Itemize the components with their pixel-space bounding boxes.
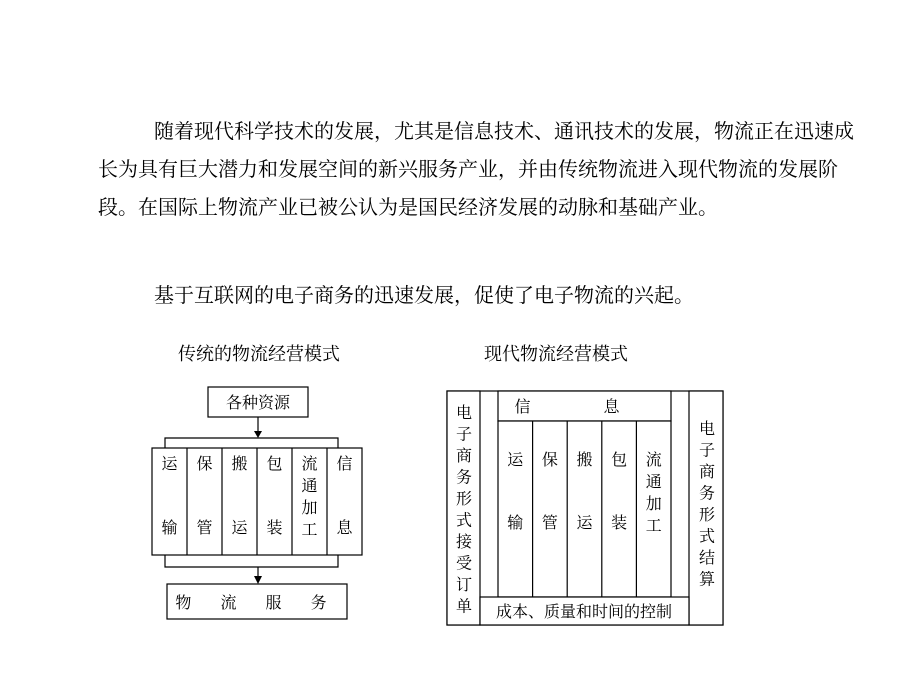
service-arrowhead: [254, 576, 262, 584]
modern-activity-label-top: 包: [611, 450, 628, 469]
traditional-activity-label-top: 保: [196, 454, 213, 473]
traditional-model-diagram: [152, 387, 362, 619]
modern-activity-label-top: 搬: [576, 450, 593, 469]
modern-model-title: 现代物流经营模式: [484, 344, 628, 365]
distribution-bracket: [165, 438, 338, 448]
settlement-column-label: 电子商务形式结算: [698, 419, 716, 589]
traditional-activity-label-top: 包: [266, 454, 283, 473]
order-column-label: 电子商务形式接受订单: [455, 403, 473, 616]
intro-paragraph: 随着现代科学技术的发展，尤其是信息技术、通讯技术的发展，物流正在迅速成长为具有巨大潜力和发展空间的新兴服务产业，并由传统物流进入现代物流的发展阶段。在国际上物流产业已被公认为是国民经济发展的动脉和基础产业。: [98, 119, 854, 219]
resources-arrowhead: [254, 431, 262, 438]
traditional-activity-label-bottom: 息: [336, 518, 353, 537]
modern-activity-label-bottom: 装: [611, 513, 628, 532]
traditional-activity-label-bottom: 管: [196, 518, 213, 537]
control-label: 成本、质量和时间的控制: [495, 602, 673, 621]
modern-activity-label-top: 流通加工: [645, 450, 662, 535]
modern-activity-label-bottom: 输: [507, 513, 524, 532]
traditional-activity-label-top: 搬: [231, 454, 248, 473]
traditional-activity-label-bottom: 装: [266, 518, 283, 537]
modern-activity-label-top: 保: [541, 450, 558, 469]
traditional-activity-label-bottom: 输: [161, 518, 178, 537]
traditional-activity-label-top: 运: [161, 454, 178, 473]
modern-activity-label-top: 运: [507, 450, 524, 469]
modern-model-diagram: [447, 391, 723, 625]
information-label: 信 息: [514, 397, 654, 416]
merge-bracket: [165, 555, 338, 567]
logistics-service-label: 物 流 服 务: [175, 593, 339, 612]
modern-activity-label-bottom: 管: [541, 513, 558, 532]
traditional-activity-label-top: 流通加工: [301, 454, 318, 539]
traditional-activity-label-bottom: 运: [231, 518, 248, 537]
ecommerce-paragraph: 基于互联网的电子商务的迅速发展，促使了电子物流的兴起。: [154, 283, 694, 307]
traditional-model-title: 传统的物流经营模式: [178, 344, 340, 365]
traditional-activity-label-top: 信: [336, 454, 353, 473]
modern-activity-label-bottom: 运: [576, 513, 593, 532]
resources-label: 各种资源: [225, 393, 291, 412]
